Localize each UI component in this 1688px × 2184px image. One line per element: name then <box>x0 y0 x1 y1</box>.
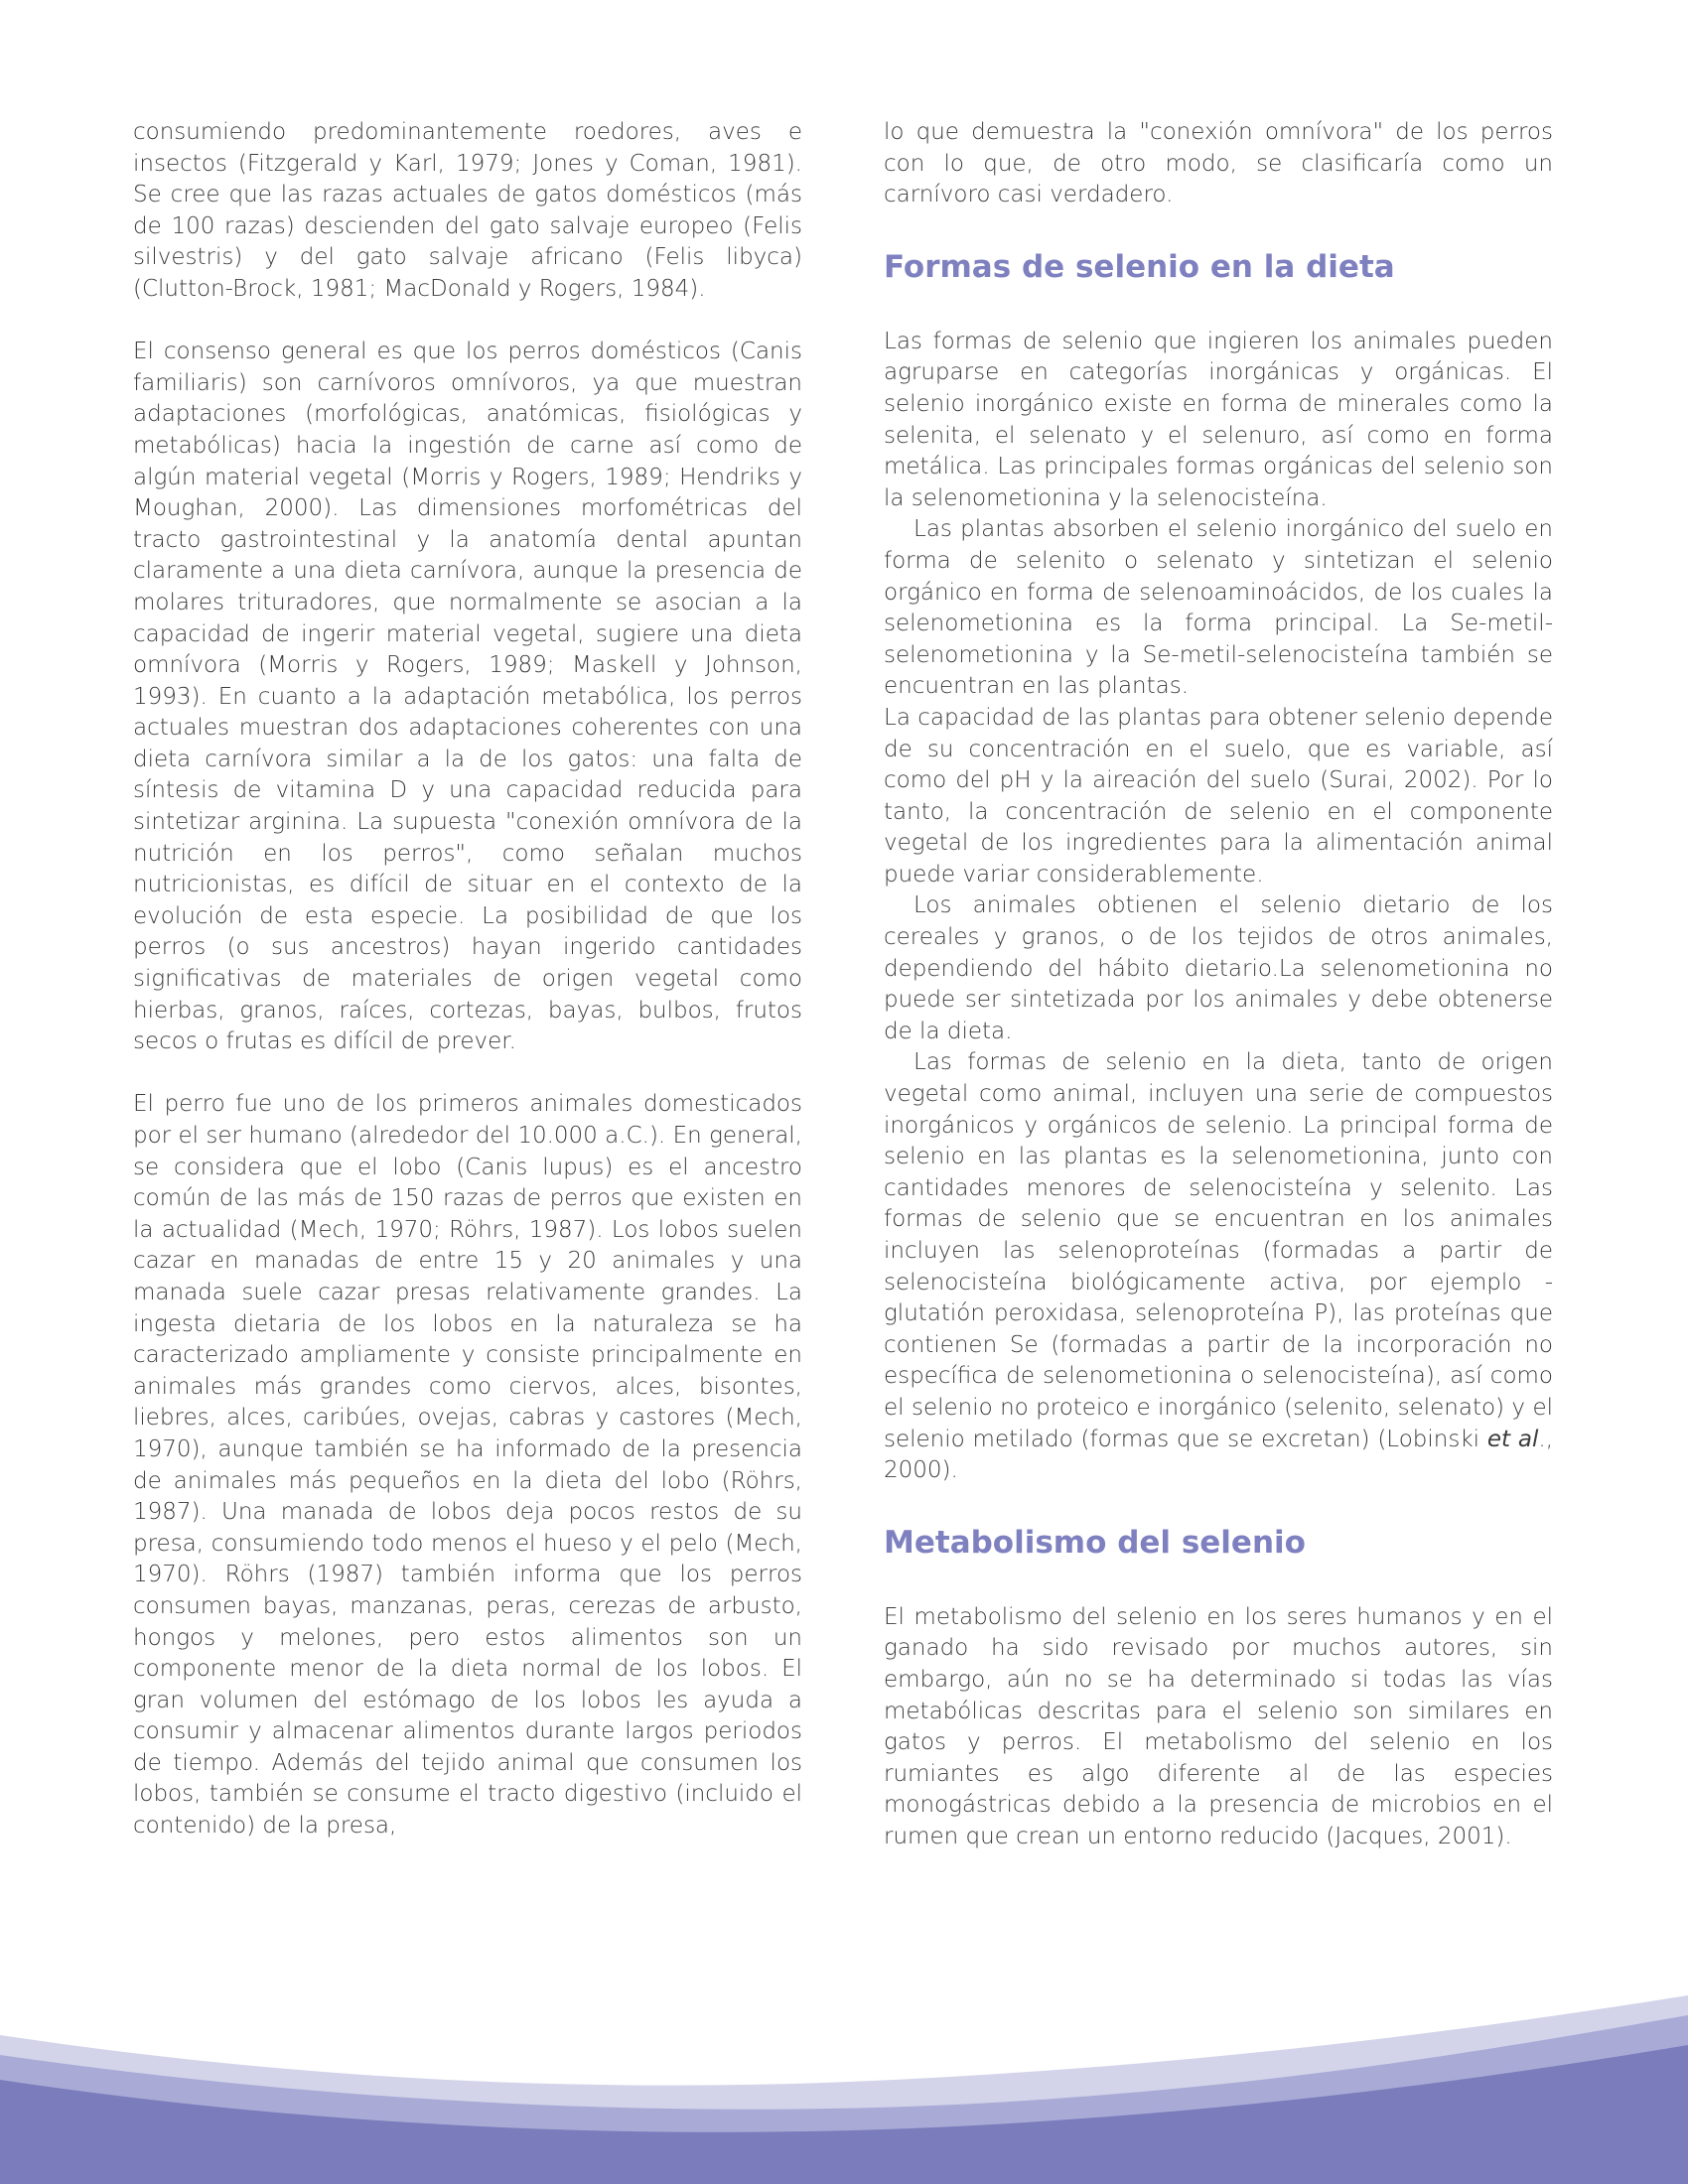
paragraph-dog-omnivore-consensus: El consenso general es que los perros domésticos (Canis familiaris) son carnívoros omnívoros, ya que muestran adaptaciones (morfológicas, anatómicas, fisiológicas y metabólicas) hacia la ingestión de carne así como de algún material vegetal (Morris y Rogers, 1989; Hendriks y Moughan, 2000). Las dimensiones morfométricas del tracto gastrointestinal y la anatomía dental apuntan claramente a una dieta carnívora, aunque la presencia de molares trituradores, que normalmente se asocian a la capacidad de ingerir material vegetal, sugiere una dieta omnívora (Morris y Rogers, 1989; Maskell y Johnson, 1993). En cuanto a la adaptación metabólica, los perros actuales muestran dos adaptaciones coherentes con una dieta carnívora similar a la de los gatos: una falta de síntesis de vitamina D y una capacidad reducida para sintetizar arginina. La supuesta "conexión omnívora de la nutrición en los perros", como señalan muchos nutricionistas, es difícil de situar en el contexto de la evolución de esta especie. La posibilidad de que los perros (o sus ancestros) hayan ingerido cantidades significativas de materiales de origen vegetal como hierbas, granos, raíces, cortezas, bayas, bulbos, frutos secos o frutas es difícil de prever. <box>133 339 802 1055</box>
paragraph-wolf-diet: El perro fue uno de los primeros animales domesticados por el ser humano (alrededor del 10.000 a.C.). En general, se considera que el lobo (Canis lupus) es el ancestro común de las más de 150 razas de perros que existen en la actualidad (Mech, 1970; Röhrs, 1987). Los lobos suelen cazar en manadas de entre 15 y 20 animales y una manada suele cazar presas relativamente grandes. La ingesta dietaria de los lobos en la naturaleza se ha caracterizado ampliamente y consiste principalmente en animales más grandes como ciervos, alces, bisontes, liebres, alces, caribúes, ovejas, cabras y castores (Mech, 1970), aunque también se ha informado de la presencia de animales más pequeños en la dieta del lobo (Röhrs, 1987). Una manada de lobos deja pocos restos de su presa, consumiendo todo menos el hueso y el pelo (Mech, 1970). Röhrs (1987) también informa que los perros consumen bayas, manzanas, peras, cerezas de arbusto, hongos y melones, pero estos alimentos son un componente menor de la dieta normal de los lobos. El gran volumen del estómago de los lobos les ayuda a consumir y almacenar alimentos durante largos periodos de tiempo. Además del tejido animal que consumen los lobos, también se consume el tracto digestivo (incluido el contenido) de la presa, <box>133 1091 802 1840</box>
paragraph-cat-origins: consumiendo predominantemente roedores, aves e insectos (Fitzgerald y Karl, 1979; Jones y Coman, 1981). Se cree que las razas actuales de gatos domésticos (más de 100 razas) descienden del gato salvaje europeo (Felis silvestris) y del gato salvaje africano (Felis libyca) (Clutton-Brock, 1981; MacDonald y Rogers, 1984). <box>133 119 802 302</box>
paragraph-plant-selenium-absorption: Las plantas absorben el selenio inorgánico del suelo en forma de selenito o selenato y sintetizan el selenio orgánico en forma de selenoaminoácidos, de los cuales la selenometionina es la forma principal. La Se-metil-selenometionina y la Se-metil-selenocisteína también se encuentran en las plantas. <box>884 516 1553 700</box>
paragraph-dietary-selenium-forms <box>884 1047 1553 1486</box>
paragraph-selenium-categories: Las formas de selenio que ingieren los animales pueden agruparse en categorías inorgánicas y orgánicas. El selenio inorgánico existe en forma de minerales como la selenita, el selenato y el selenuro, así como en forma metálica. Las principales formas orgánicas del selenio son la selenometionina y la selenocisteína. <box>884 328 1553 511</box>
left-column <box>133 117 802 1843</box>
citation-et-al: et al <box>1486 1426 1539 1452</box>
section-heading-selenium-metabolism: Metabolismo del selenio <box>884 1524 1306 1561</box>
citation-year: ., 2000). <box>884 1426 1554 1484</box>
paragraph-plant-selenium-capacity: La capacidad de las plantas para obtener selenio depende de su concentración en el suelo, que es variable, así como del pH y la aireación del suelo (Surai, 2002). Por lo tanto, la concentración de selenio en el componente vegetal de los ingredientes para la alimentación animal puede variar considerablemente. <box>884 704 1553 887</box>
dietary-forms-text: Las formas de selenio en la dieta, tanto de origen vegetal como animal, incluyen una serie de compuestos inorgánicos y orgánicos de selenio. La principal forma de selenio en las plantas es la selenometionina, junto con cantidades menores de selenocisteína y selenito. Las formas de selenio que se encuentran en los animales incluyen las selenoproteínas (formadas a partir de selenocisteína biológicamente activa, por ejemplo - glutatión peroxidasa, selenoproteína P), las proteínas que contienen Se (formadas a partir de la incorporación no específica de selenometionina o selenocisteína), así como el selenio no proteico e inorgánico (selenito, selenato) y el selenio metilado (formas que se excretan) (Lobinski <box>884 1049 1553 1452</box>
paragraph-selenium-metabolism: El metabolismo del selenio en los seres humanos y en el ganado ha sido revisado por muchos autores, sin embargo, aún no se ha determinado si todas las vías metabólicas descritas para el selenio son similares en gatos y perros. El metabolismo del selenio en los rumiantes es algo diferente al de las especies monogástricas debido a la presencia de microbios en el rumen que crean un entorno reducido (Jacques, 2001). <box>884 1603 1553 1849</box>
footer-wave-decoration <box>0 1985 1688 2184</box>
paragraph-animal-selenium-sources: Los animales obtienen el selenio dietario de los cereales y granos, o de los tejidos de otros animales, dependiendo del hábito dietario.La selenometionina no puede ser sintetizada por los animales y debe obtenerse de la dieta. <box>884 892 1553 1044</box>
right-column <box>884 117 1553 1853</box>
section-heading-selenium-forms: Formas de selenio en la dieta <box>884 248 1395 285</box>
paragraph-omnivore-connection: lo que demuestra la "conexión omnívora" de los perros con lo que, de otro modo, se clasificaría como un carnívoro casi verdadero. <box>884 119 1553 208</box>
